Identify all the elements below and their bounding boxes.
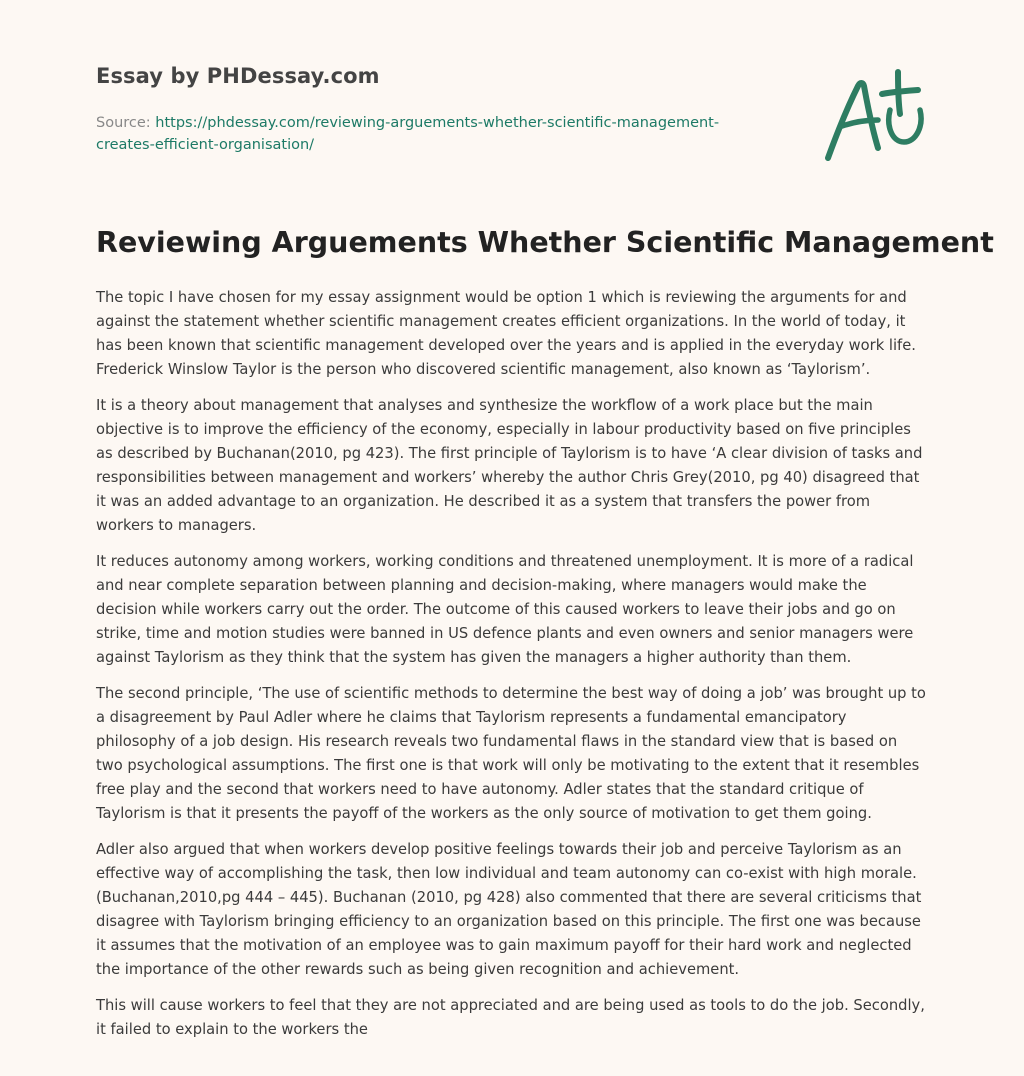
a-plus-logo <box>820 66 930 166</box>
paragraph: Adler also argued that when workers develop positive feelings towards their job and perceive Taylorism as an effective way of accomplishing the task, then low individual and team autonomy can co-exist with high morale. (Buchanan,2010,pg 444 – 445). Buchanan (2010, pg 428) also commented that there are several criticisms that disagree with Taylorism bringing efficiency to an organization based on this principle. The first one was because it assumes that the motivation of an employee was to gain maximum payoff for their hard work and neglected the importance of the other rewards such as being given recognition and achievement. <box>96 841 922 978</box>
source-link[interactable]: https://phdessay.com/reviewing-arguements-whether-scientific-management-creates-efficient-organisation/ <box>96 115 720 153</box>
essay-page <box>96 0 994 1038</box>
paragraph: The topic I have chosen for my essay assignment would be option 1 which is reviewing the arguments for and against the statement whether scientific management creates efficient organizations. In the world of today, it has been known that scientific management developed over the years and is applied in the everyday work life. Frederick Winslow Taylor is the person who discovered scientific management, also known as ‘Taylorism’. <box>96 289 916 378</box>
page-header <box>96 0 928 200</box>
paragraph: This will cause workers to feel that they are not appreciated and are being used as tools to do the job. Secondly, it failed to explain to the workers the <box>96 997 925 1038</box>
source-line <box>96 112 776 156</box>
article-body <box>96 286 928 1054</box>
paragraph: The second principle, ‘The use of scientific methods to determine the best way of doing a job’ was brought up to a disagreement by Paul Adler where he claims that Taylorism represents a fundamental emancipatory philosophy of a job design. His research reveals two fundamental flaws in the standard view that is based on two psychological assumptions. The first one is that work will only be motivating to the extent that it resembles free play and the second that workers need to have autonomy. Adler states that the standard critique of Taylorism is that it presents the payoff of the workers as the only source of motivation to get them going. <box>96 685 926 822</box>
paragraph: It is a theory about management that analyses and synthesize the workflow of a work place but the main objective is to improve the efficiency of the economy, especially in labour productivity based on five principles as described by Buchanan(2010, pg 423). The first principle of Taylorism is to have ‘A clear division of tasks and responsibilities between management and workers’ whereby the author Chris Grey(2010, pg 40) disagreed that it was an added advantage to an organization. He described it as a system that transfers the power from workers to managers. <box>96 397 923 534</box>
paragraph: It reduces autonomy among workers, working conditions and threatened unemployment. It is more of a radical and near complete separation between planning and decision-making, where managers would make the decision while workers carry out the order. The outcome of this caused workers to leave their jobs and go on strike, time and motion studies were banned in US defence plants and even owners and senior managers were against Taylorism as they think that the system has given the managers a higher authority than them. <box>96 553 914 666</box>
site-brand: Essay by PHDessay.com <box>96 64 380 88</box>
article-title: Reviewing Arguements Whether Scientific Management <box>96 226 994 259</box>
source-label: Source: <box>96 115 156 131</box>
